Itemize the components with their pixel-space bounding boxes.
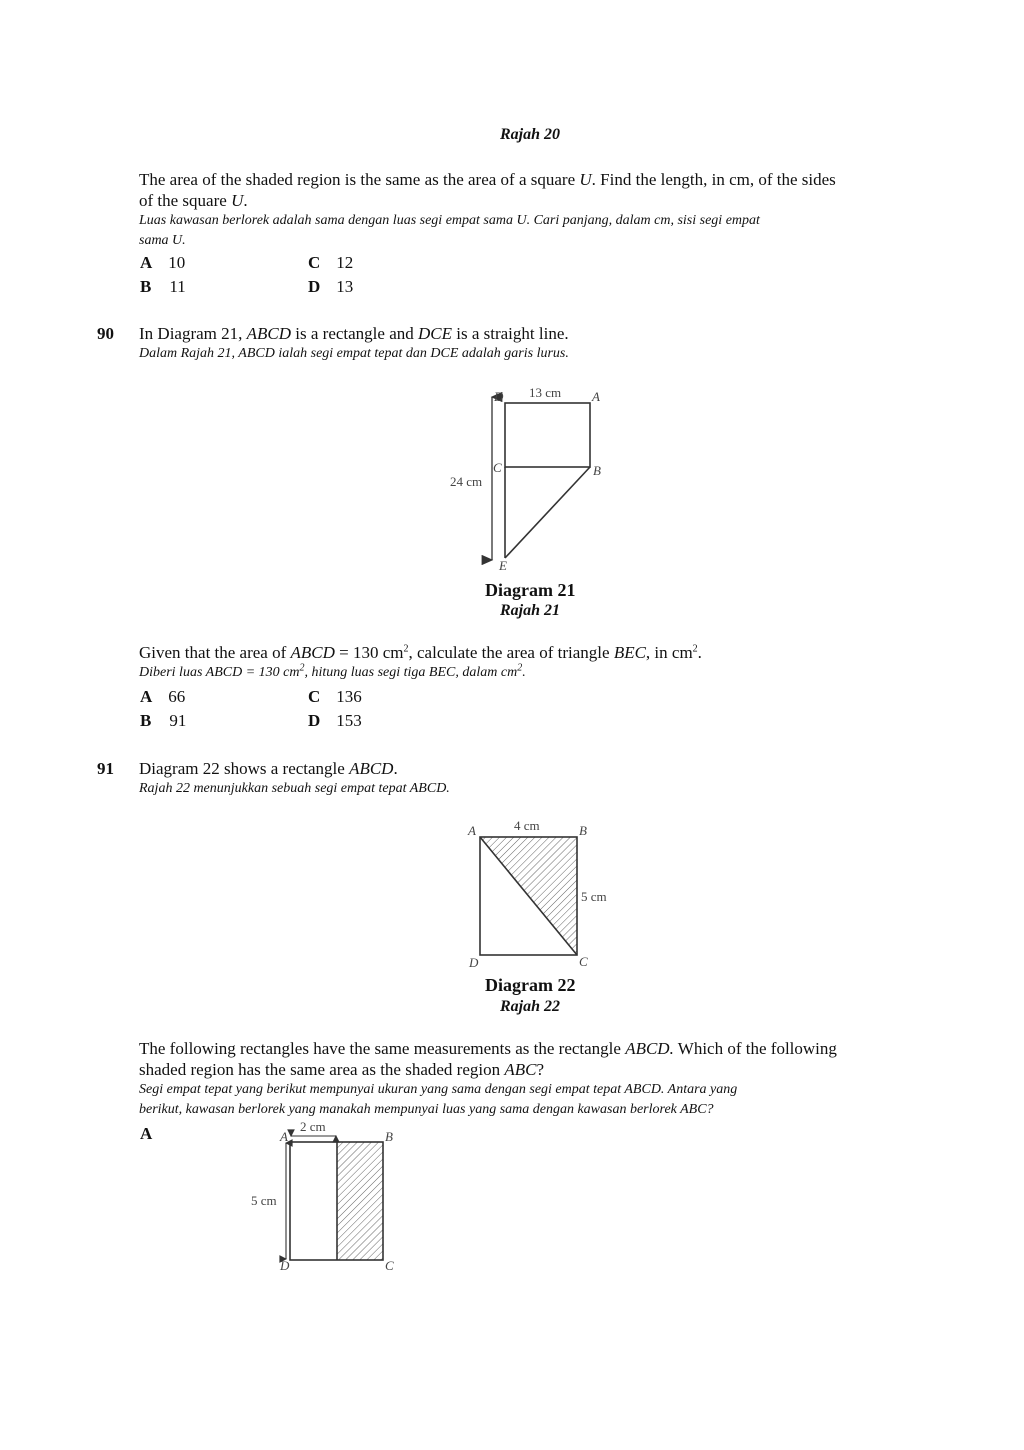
q90-option-b[interactable]: B 91 — [140, 711, 187, 730]
length-13cm: 13 cm — [529, 385, 562, 400]
q90-option-d[interactable]: D 153 — [308, 711, 362, 730]
q89-question-ms-line2: sama U. — [139, 233, 186, 248]
q89-question-ms-line1: Luas kawasan berlorek adalah sama dengan luas segi empat sama U. Cari panjang, dalam cm, sisi segi empat — [139, 213, 760, 228]
label-a-22: A — [468, 823, 476, 838]
label-d-opt: D — [280, 1258, 290, 1273]
length-4cm: 4 cm — [514, 818, 540, 833]
q89-option-d[interactable]: D 13 — [308, 277, 354, 296]
q90-option-c[interactable]: C 136 — [308, 687, 362, 706]
rajah20-caption: Rajah 20 — [500, 126, 561, 143]
q91-option-a-letter[interactable]: A — [140, 1124, 153, 1143]
q90-number: 90 — [97, 324, 114, 343]
q91-stem-ms: Rajah 22 menunjukkan sebuah segi empat tepat ABCD. — [139, 781, 450, 796]
length-24cm: 24 cm — [450, 474, 483, 489]
q90-stem-en: In Diagram 21, ABCD is a rectangle and DCE is a straight line. — [139, 324, 569, 343]
label-c-22: C — [579, 954, 588, 969]
label-d: D — [494, 389, 504, 404]
q89-question-en-line1: The area of the shaded region is the same as the area of a square U. Find the length, in cm, of the sides — [139, 170, 836, 189]
label-a-opt: A — [280, 1129, 288, 1144]
q91-follow-ms-line2: berikut, kawasan berlorek yang manakah mempunyai luas yang sama dengan kawasan berlorek ABC? — [139, 1102, 714, 1117]
q91-number: 91 — [97, 759, 114, 778]
q91-stem-en: Diagram 22 shows a rectangle ABCD. — [139, 759, 398, 778]
length-5cm: 5 cm — [581, 889, 607, 904]
q90-given-ms: Diberi luas ABCD = 130 $cm^2$, hitung luas segi tiga BEC, dalam $cm^2$. — [139, 662, 526, 680]
q90-given-en: Given that the area of ABCD = 130 $cm^2$, calculate the area of triangle BEC, in $cm^2$. — [139, 643, 702, 662]
q89-option-b[interactable]: B 11 — [140, 277, 186, 296]
shaded-strip — [337, 1142, 383, 1260]
length-2cm: 2 cm — [300, 1119, 326, 1134]
diagram21-caption-ms: Rajah 21 — [500, 602, 561, 619]
q89-option-c[interactable]: C 12 — [308, 253, 354, 272]
q89-question-en-line2: of the square U. — [139, 191, 248, 210]
diagram22-caption-en: Diagram 22 — [485, 975, 576, 995]
label-b-opt: B — [385, 1129, 393, 1144]
q91-follow-ms-line1: Segi empat tepat yang berikut mempunyai ukuran yang sama dengan segi empat tepat ABCD. Antara yang — [139, 1082, 738, 1097]
q90-option-a[interactable]: A 66 — [140, 687, 186, 706]
label-a: A — [592, 389, 600, 404]
label-e: E — [499, 558, 507, 573]
q89-option-a[interactable]: A 10 — [140, 253, 186, 272]
q91-follow-en-line1: The following rectangles have the same measurements as the rectangle ABCD. Which of the following — [139, 1039, 837, 1058]
label-b-22: B — [579, 823, 587, 838]
label-d-22: D — [469, 955, 479, 970]
length-5cm-opt: 5 cm — [251, 1193, 277, 1208]
diagram21-caption-en: Diagram 21 — [485, 580, 576, 600]
q90-stem-ms: Dalam Rajah 21, ABCD ialah segi empat tepat dan DCE adalah garis lurus. — [139, 346, 569, 361]
q91-follow-en-line2: shaded region has the same area as the shaded region ABC? — [139, 1060, 545, 1079]
label-c: C — [493, 460, 502, 475]
label-b: B — [593, 463, 601, 478]
label-c-opt: C — [385, 1258, 394, 1273]
diagram22-caption-ms: Rajah 22 — [500, 998, 561, 1015]
